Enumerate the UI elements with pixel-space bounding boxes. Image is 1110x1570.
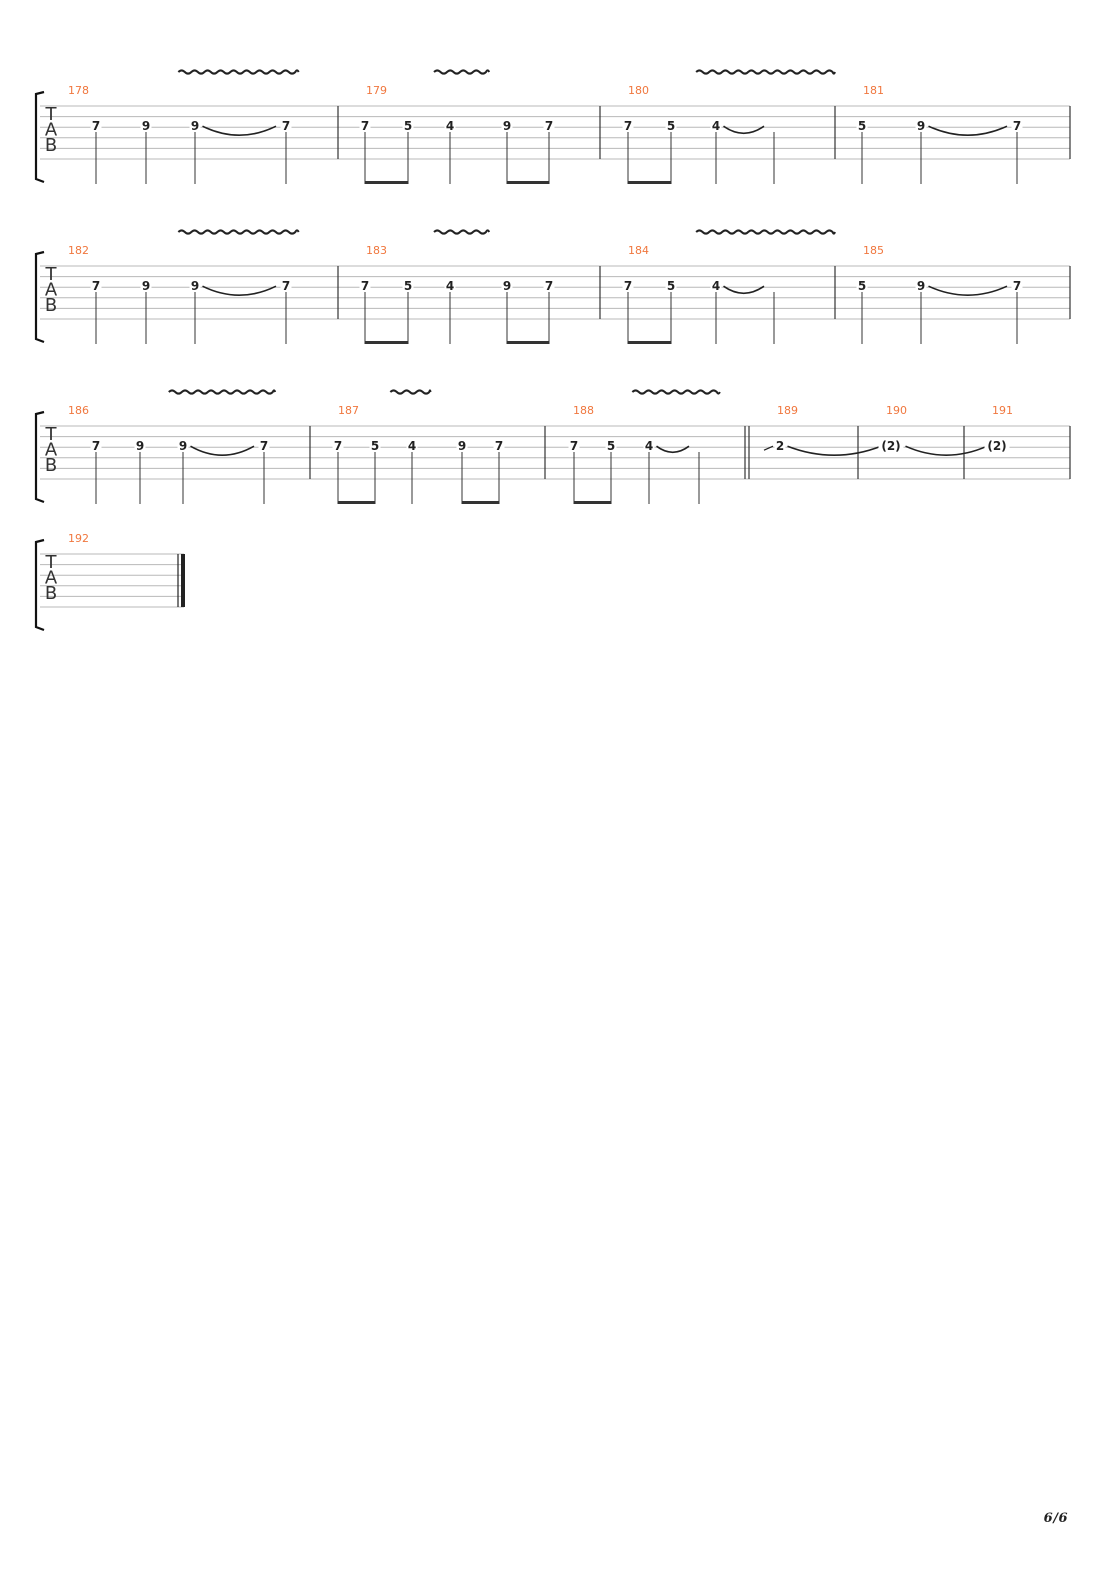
fret-number: 7 — [494, 439, 504, 454]
fret-number: 5 — [370, 439, 380, 454]
measure-number: 190 — [886, 404, 907, 417]
tab-system — [36, 390, 1070, 504]
note-beam — [365, 341, 408, 344]
vibrato-mark — [434, 70, 489, 73]
measure — [68, 532, 185, 607]
vibrato-mark — [178, 230, 298, 233]
fret-number: 9 — [135, 439, 145, 454]
tab-clef-letter: B — [44, 295, 58, 316]
fret-number: (2) — [881, 439, 901, 454]
tab-clef-letter: B — [44, 455, 58, 476]
fret-number: 4 — [445, 119, 455, 134]
tab-clef-letter: A — [44, 279, 58, 301]
note-beam — [628, 181, 671, 184]
tab-system — [36, 532, 185, 630]
measure-number: 186 — [68, 404, 89, 417]
note-beam — [507, 341, 549, 344]
fret-number: 5 — [403, 279, 413, 294]
measure-number: 182 — [68, 244, 89, 257]
fret-number: 7 — [281, 279, 291, 294]
vibrato-mark — [696, 70, 835, 73]
measure-number: 178 — [68, 84, 89, 97]
vibrato-mark — [390, 390, 430, 393]
tab-clef-letter: T — [45, 424, 57, 445]
fret-number: 7 — [569, 439, 579, 454]
fret-number: 7 — [544, 119, 554, 134]
fret-number: 5 — [666, 119, 676, 134]
measure-number: 189 — [777, 404, 798, 417]
fret-number: 5 — [666, 279, 676, 294]
fret-number: 7 — [91, 439, 101, 454]
note-beam — [462, 501, 499, 504]
fret-number: 9 — [190, 279, 200, 294]
tab-clef-letter: A — [44, 567, 58, 589]
measure-number: 192 — [68, 532, 89, 545]
measure-number: 188 — [573, 404, 594, 417]
tab-clef-letter: T — [45, 104, 57, 125]
tab-clef-letter: B — [44, 583, 58, 604]
fret-number: 7 — [1012, 119, 1022, 134]
vibrato-mark — [169, 390, 275, 393]
tab-clef-letter: T — [45, 264, 57, 285]
fret-number: 7 — [360, 119, 370, 134]
fret-number: (2) — [987, 439, 1007, 454]
tab-system — [36, 70, 1070, 184]
fret-number: 9 — [190, 119, 200, 134]
fret-number: 4 — [711, 119, 721, 134]
measure — [857, 244, 1023, 344]
fret-number: 4 — [711, 279, 721, 294]
tab-clef-letter: A — [44, 119, 58, 141]
fret-number: 5 — [857, 279, 867, 294]
fret-number: 4 — [644, 439, 654, 454]
measure-number: 180 — [628, 84, 649, 97]
note-beam — [365, 181, 408, 184]
fret-number: 2 — [775, 439, 785, 454]
fret-number: 5 — [403, 119, 413, 134]
measure-number: 183 — [366, 244, 387, 257]
fret-number: 9 — [457, 439, 467, 454]
fret-number: 9 — [141, 119, 151, 134]
measure-number: 185 — [863, 244, 884, 257]
note-beam — [628, 341, 671, 344]
tab-clef-letter: B — [44, 135, 58, 156]
fret-number: 7 — [91, 279, 101, 294]
tab-clef-letter: T — [45, 552, 57, 573]
measure-number: 184 — [628, 244, 649, 257]
vibrato-mark — [434, 230, 489, 233]
fret-number: 7 — [1012, 279, 1022, 294]
tab-clef-letter: A — [44, 439, 58, 461]
measure — [745, 404, 881, 479]
final-barline-thick — [181, 554, 185, 607]
vibrato-mark — [696, 230, 835, 233]
fret-number: 7 — [544, 279, 554, 294]
vibrato-mark — [178, 70, 298, 73]
tab-system — [36, 230, 1070, 344]
vibrato-mark — [632, 390, 720, 393]
measure-number: 191 — [992, 404, 1013, 417]
fret-number: 5 — [857, 119, 867, 134]
fret-number: 9 — [916, 279, 926, 294]
fret-number: 4 — [445, 279, 455, 294]
fret-number: 9 — [916, 119, 926, 134]
fret-number: 9 — [141, 279, 151, 294]
measure-number: 187 — [338, 404, 359, 417]
measure-number: 181 — [863, 84, 884, 97]
note-beam — [574, 501, 611, 504]
fret-number: 7 — [623, 119, 633, 134]
fret-number: 9 — [178, 439, 188, 454]
measure-number: 179 — [366, 84, 387, 97]
fret-number: 9 — [502, 279, 512, 294]
fret-number: 7 — [91, 119, 101, 134]
fret-number: 7 — [333, 439, 343, 454]
measure — [857, 84, 1023, 184]
measure — [985, 404, 1014, 453]
page-number: 6/6 — [1043, 1511, 1068, 1526]
note-beam — [338, 501, 375, 504]
fret-number: 9 — [502, 119, 512, 134]
fret-number: 7 — [281, 119, 291, 134]
fret-number: 4 — [407, 439, 417, 454]
fret-number: 7 — [623, 279, 633, 294]
note-beam — [507, 181, 549, 184]
fret-number: 7 — [360, 279, 370, 294]
fret-number: 7 — [259, 439, 269, 454]
fret-number: 5 — [606, 439, 616, 454]
